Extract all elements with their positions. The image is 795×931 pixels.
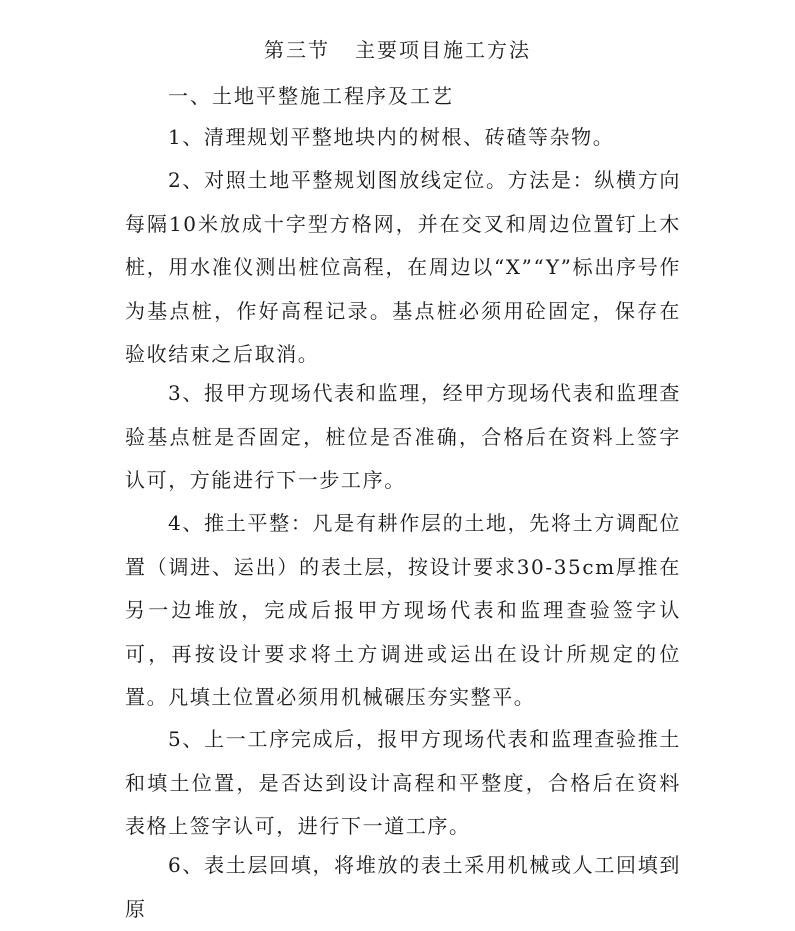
paragraph-step-4: 4、推土平整：凡是有耕作层的土地，先将土方调配位置（调进、运出）的表土层，按设计要求30-35cm厚推在另一边堆放，完成后报甲方现场代表和监理查验签字认可，再按设计要求将土方调进或运出在设计所规定的位置。凡填土位置必须用机械碾压夯实整平。 (125, 511, 681, 709)
subsection-heading: 一、土地平整施工程序及工艺 (168, 84, 454, 108)
paragraph-step-6: 6、表土层回填，将堆放的表土采用机械或人工回填到原 (125, 853, 681, 921)
section-title: 第三节 主要项目施工方法 (263, 38, 532, 62)
paragraph-step-5: 5、上一工序完成后，报甲方现场代表和监理查验推土和填土位置，是否达到设计高程和平整度，合格后在资料表格上签字认可，进行下一道工序。 (125, 727, 681, 838)
paragraph-step-2: 2、对照土地平整规划图放线定位。方法是：纵横方向每隔10米放成十字型方格网，并在交叉和周边位置钉上木桩，用水准仪测出桩位高程，在周边以“X”“Y”标出序号作为基点桩，作好高程记录。基点桩必须用砼固定，保存在验收结束之后取消。 (125, 168, 681, 366)
paragraph-step-1: 1、清理规划平整地块内的树根、砖碴等杂物。 (168, 125, 615, 149)
paragraph-step-3: 3、报甲方现场代表和监理，经甲方现场代表和监理查验基点桩是否固定，桩位是否准确，合格后在资料上签字认可，方能进行下一步工序。 (125, 381, 681, 492)
